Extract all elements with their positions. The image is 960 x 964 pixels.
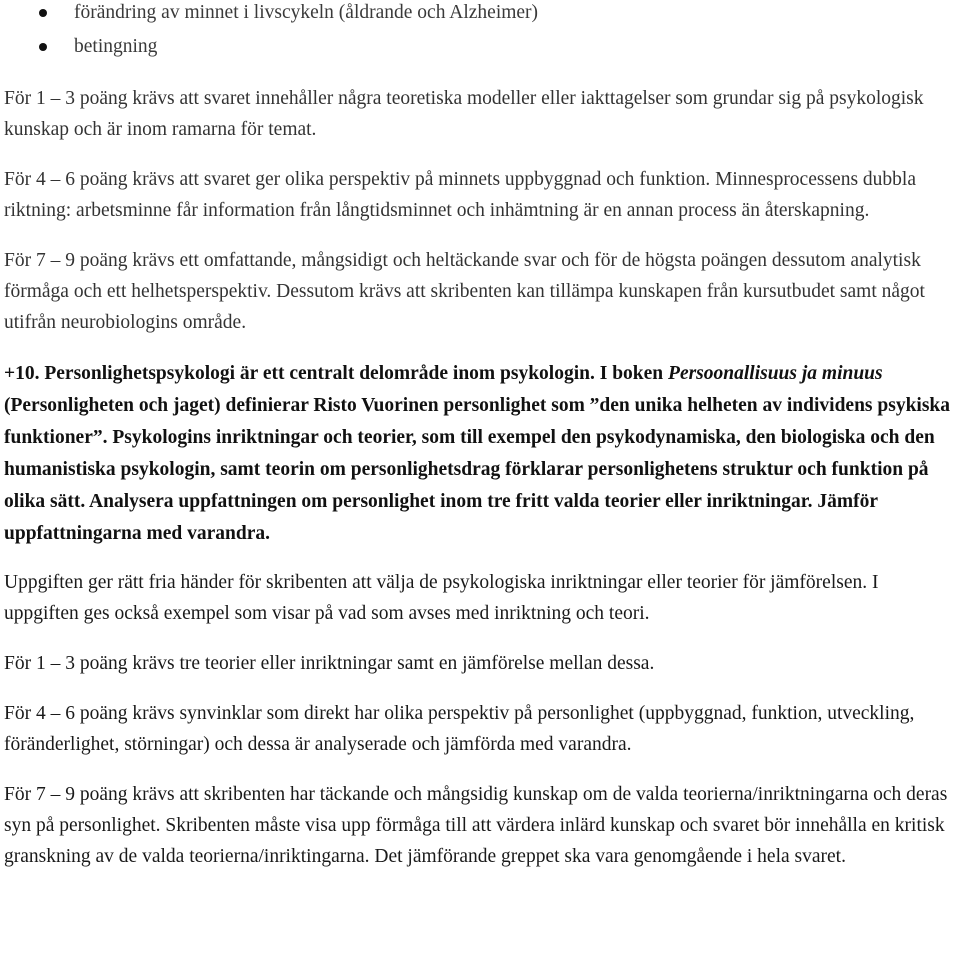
criteria-paragraph-7-9: För 7 – 9 poäng krävs ett omfattande, mångsidigt och heltäckande svar och för de högsta poängen dessutom analytisk förmåga och ett helhetsperspektiv. Dessutom krävs att skribenten kan tillämpa kunskapen från kursutbudet samt något utifrån neurobiologins område.	[4, 250, 925, 333]
criteria-paragraph-1-3: För 1 – 3 poäng krävs att svaret innehåller några teoretiska modeller eller iakttagelser som grundar sig på psykologisk kunskap och är inom ramarna för temat.	[4, 88, 924, 140]
answer-level-1-3: För 1 – 3 poäng krävs tre teorier eller inriktningar samt en jämförelse mellan dessa.	[4, 653, 655, 674]
question-text-part2: (Personligheten och jaget) definierar Risto Vuorinen personlighet som ”den unika helheten av individens psykiska funktioner”. Psykologins inriktningar och teorier, som till exempel den psykodynamiska, den biologiska och den humanistiska psykologin, samt teorin om personlighetsdrag förklarar personlighetens struktur och funktion på olika sätt. Analysera uppfattningen om personlighet inom tre fritt valda teorier eller inriktningar. Jämför uppfattningarna med varandra.	[4, 395, 951, 544]
bullet-list	[4, 0, 952, 64]
bullet-text: förändring av minnet i livscykeln (åldrande och Alzheimer)	[74, 2, 539, 23]
document-page	[4, 0, 952, 872]
bullet-item	[4, 30, 952, 64]
bullet-text: betingning	[74, 36, 158, 57]
question-text-part1: +10. Personlighetspsykologi är ett centralt delområde inom psykologin. I boken	[4, 363, 669, 384]
bullet-dot-icon	[39, 43, 47, 51]
answer-intro: Uppgiften ger rätt fria händer för skribenten att välja de psykologiska inriktningar eller teorier för jämförelsen. I uppgiften ges också exempel som visar på vad som avses med inriktning och teori.	[4, 572, 879, 624]
answer-level-7-9: För 7 – 9 poäng krävs att skribenten har täckande och mångsidig kunskap om de valda teorierna/inriktningarna och deras syn på personlighet. Skribenten måste visa upp förmåga till att värdera inlärd kunskap och svaret bör innehålla en kritisk granskning av de valda teorierna/inriktingarna. Det jämförande greppet ska vara genomgående i hela svaret.	[4, 784, 948, 867]
bullet-dot-icon	[39, 9, 47, 17]
book-title: Persoonallisuus ja minuus	[668, 363, 883, 384]
bullet-item	[4, 0, 952, 30]
answer-level-4-6: För 4 – 6 poäng krävs synvinklar som direkt har olika perspektiv på personlighet (uppbyggnad, funktion, utveckling, föränderlighet, störningar) och dessa är analyserade och jämförda med varandra.	[4, 703, 915, 755]
question-10	[4, 358, 952, 550]
criteria-paragraph-4-6: För 4 – 6 poäng krävs att svaret ger olika perspektiv på minnets uppbyggnad och funktion. Minnesprocessens dubbla riktning: arbetsminne får information från långtidsminnet och inhämtning är en annan process än återskapning.	[4, 169, 916, 221]
